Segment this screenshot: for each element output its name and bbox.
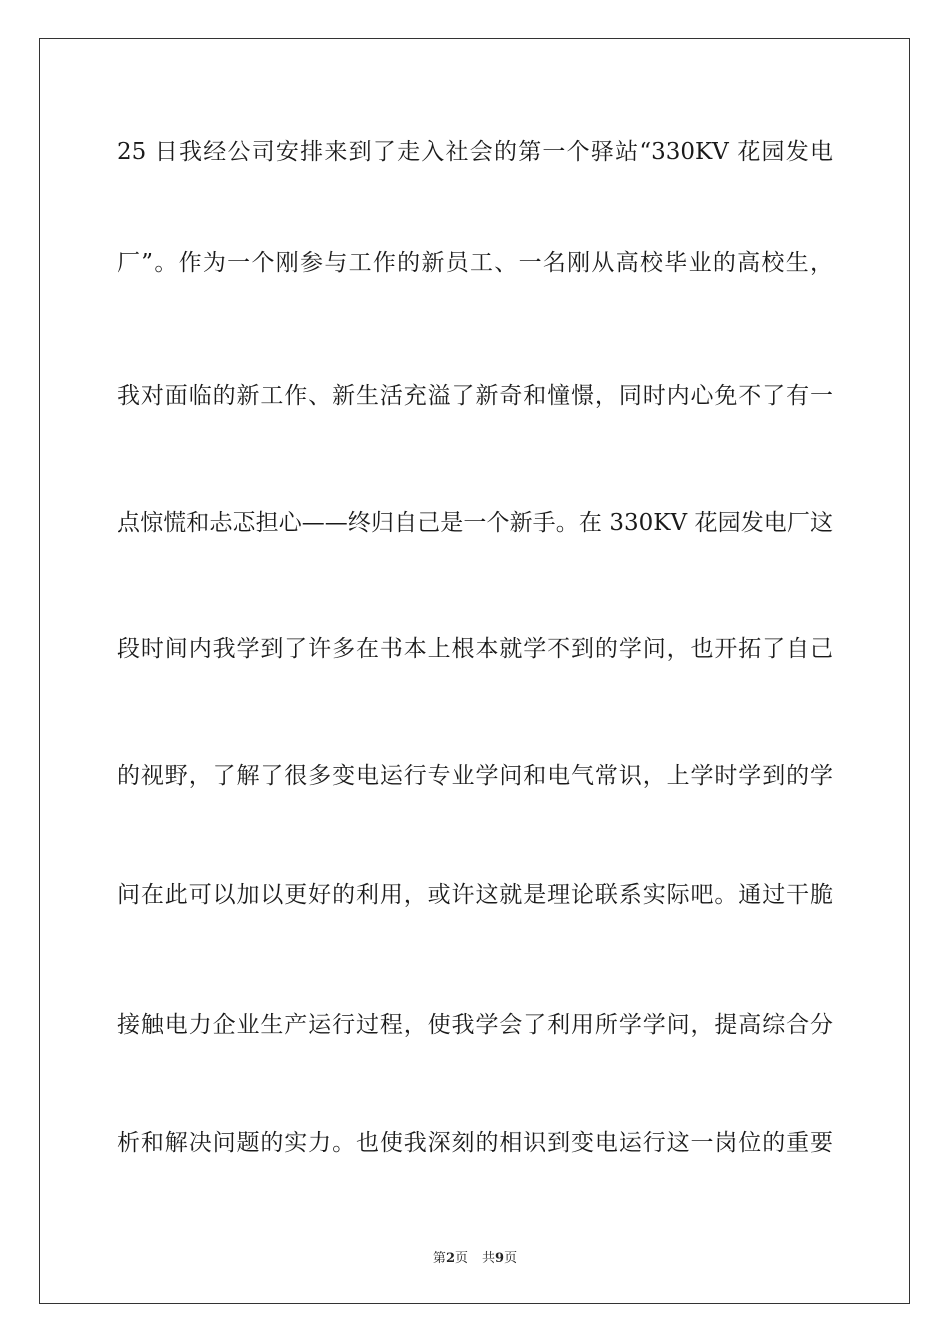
body-text-line-9: 析和解决问题的实力。也使我深刻的相识到变电运行这一岗位的重要 bbox=[117, 1130, 833, 1156]
body-text-line-4: 点惊慌和忐忑担心——终归自己是一个新手。在 330KV 花园发电厂这 bbox=[117, 510, 833, 536]
body-text-line-7: 问在此可以加以更好的利用，或许这就是理论联系实际吧。通过干脆 bbox=[117, 882, 833, 908]
footer-page-number: 2 bbox=[445, 1251, 455, 1266]
page-border bbox=[39, 38, 910, 1304]
footer-total-pages: 9 bbox=[495, 1251, 505, 1266]
footer-total-prefix: 共 bbox=[482, 1251, 496, 1266]
body-text-line-5: 段时间内我学到了许多在书本上根本就学不到的学问，也开拓了自己 bbox=[117, 636, 833, 662]
footer-page-prefix: 第 bbox=[432, 1251, 446, 1266]
body-text-line-8: 接触电力企业生产运行过程，使我学会了利用所学学问，提高综合分 bbox=[117, 1012, 833, 1038]
footer-total-suffix: 页 bbox=[504, 1251, 518, 1266]
footer-page-suffix: 页 bbox=[454, 1251, 468, 1266]
body-text-line-6: 的视野，了解了很多变电运行专业学问和电气常识，上学时学到的学 bbox=[117, 763, 833, 789]
body-text-line-2: 厂”。作为一个刚参与工作的新员工、一名刚从高校毕业的高校生， bbox=[117, 250, 833, 276]
body-text-line-3: 我对面临的新工作、新生活充溢了新奇和憧憬，同时内心免不了有一 bbox=[117, 383, 833, 409]
page-footer bbox=[0, 1247, 950, 1266]
body-text-line-1: 25 日我经公司安排来到了走入社会的第一个驿站“330KV 花园发电 bbox=[117, 139, 833, 165]
